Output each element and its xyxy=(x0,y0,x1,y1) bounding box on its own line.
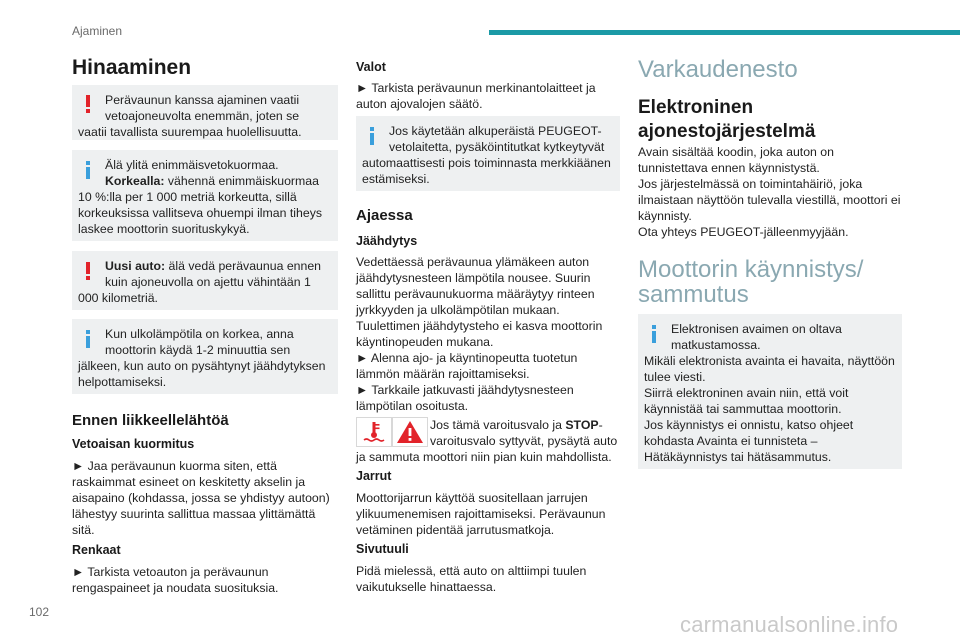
coolant-temperature-warning-icon xyxy=(356,417,392,447)
subheading-cooling: Jäähdytys xyxy=(356,234,418,248)
heading-before-departure: Ennen liikkeellelähtöä xyxy=(72,412,229,429)
paragraph-immobiliser: Avain sisältää koodin, joka auton on tunnistettava ennen käynnistystä. Jos järjestelmässä on toimintahäiriö, joka ilmaistaan näyttöön tulevalla viestillä, moottori ei käynnisty. Ota yhteys PEUGEOT-jälleenmyyjään. xyxy=(638,145,901,239)
info-box-max-load: Älä ylitä enimmäisvetokuormaa. Korkealla: vähennä enimmäiskuormaa 10 %:lla per 1 000 metriä korkeutta, sillä korkeuksissa vallitseva ohuempi ilman tiheys laskee moottorin suorituskykyä. xyxy=(72,150,338,241)
warning-box-towing: Perävaunun kanssa ajaminen vaatii vetoajoneuvolta enemmän, joten se vaatii tavallista suurempaa huolellisuutta. xyxy=(72,85,338,140)
running-header: Ajaminen xyxy=(72,24,123,38)
paragraph-stop-warning: Jos tämä varoitusvalo ja STOP- varoitusvalo syttyvät, pysäytä auto xyxy=(430,418,618,448)
paragraph-drawbar-load: ► Jaa perävaunun kuorma siten, että raskaimmat esineet on keskitetty akselin ja aisapaino (kohdassa, jossa se yhdistyy autoon) lähestyy suurinta sallittua massaa ylittämättä sitä. xyxy=(72,459,330,537)
subheading-drawbar-load: Vetoaisan kuormitus xyxy=(72,437,195,451)
paragraph-lights: ► Tarkista perävaunun merkinantolaitteet ja auton ajovalojen säätö. xyxy=(356,81,596,111)
section-title-engine-start: Moottorin käynnistys/ sammutus xyxy=(638,256,864,308)
info-box-electronic-key: Elektronisen avaimen on oltava matkustamossa. Mikäli elektronista avainta ei havaita, näyttöön tulee viesti. Siirrä elektroninen avain niin, että voit käynnistää tai sammuttaa moottorin. Jos käynnistys ei onnistu, katso ohjeet kohdasta Avainta ei tunnisteta – Hätäkäynnistys tai hätäsammutus. xyxy=(638,314,902,469)
section-title-towing: Hinaaminen xyxy=(72,56,192,79)
paragraph-crosswind: Pidä mielessä, että auto on alttiimpi tuulen vaikutukselle hinattaessa. xyxy=(356,564,587,594)
subheading-crosswind: Sivutuuli xyxy=(356,542,409,556)
subheading-brakes: Jarrut xyxy=(356,469,392,483)
header-accent-bar xyxy=(489,30,960,35)
subheading-lights: Valot xyxy=(356,60,386,74)
info-box-cooling: Kun ulkolämpötila on korkea, anna moottorin käydä 1-2 minuuttia sen jälkeen, kun auto on pysähtynyt jäähdytyksen helpottamiseksi. xyxy=(72,319,338,394)
page-number: 102 xyxy=(29,605,50,619)
heading-immobiliser: Elektroninen ajonestojärjestelmä xyxy=(638,97,816,142)
info-box-parking-sensors: Jos käytetään alkuperäistä PEUGEOT- vetolaitetta, pysäköintitutkat kytkeytyvät automaattisesti pois toiminnasta merkkiäänen estämiseksi. xyxy=(356,116,620,191)
heading-while-driving: Ajaessa xyxy=(356,207,413,224)
stop-warning-triangle-icon xyxy=(392,417,428,447)
paragraph-brakes: Moottorijarrun käyttöä suositellaan jarrujen ylikuumenemisen rajoittamiseksi. Perävaunun vetäminen pidentää jarrutusmatkoja. xyxy=(356,491,606,537)
section-title-anti-theft: Varkaudenesto xyxy=(638,56,798,83)
paragraph-tyres: ► Tarkista vetoauton ja perävaunun rengaspaineet ja noudata suosituksia. xyxy=(72,565,279,595)
warning-box-new-car: Uusi auto: älä vedä perävaunua ennen kuin ajoneuvolla on ajettu vähintään 1 000 kilometriä. xyxy=(72,251,338,310)
paragraph-cooling: Vedettäessä perävaunua ylämäkeen auton jäähdytysnesteen lämpötila nousee. Suurin sallittu perävaunukuorma määräytyy rinteen jyrkkyyden ja ulkolämpötilan mukaan. Tuulettimen jäähdytysteho ei kasva moottorin käyntinopeuden mukana. ► Alenna ajo- ja käyntinopeutta tuotetun lämmön määrän rajoittamiseksi. ► Tarkkaile jatkuvasti jäähdytysnesteen lämpötilan osoitusta. xyxy=(356,255,603,413)
watermark: carmanualsonline.info xyxy=(680,612,899,637)
paragraph-stop-warning-cont: ja sammuta moottori niin pian kuin mahdollista. xyxy=(356,450,612,464)
subheading-tyres: Renkaat xyxy=(72,543,121,557)
